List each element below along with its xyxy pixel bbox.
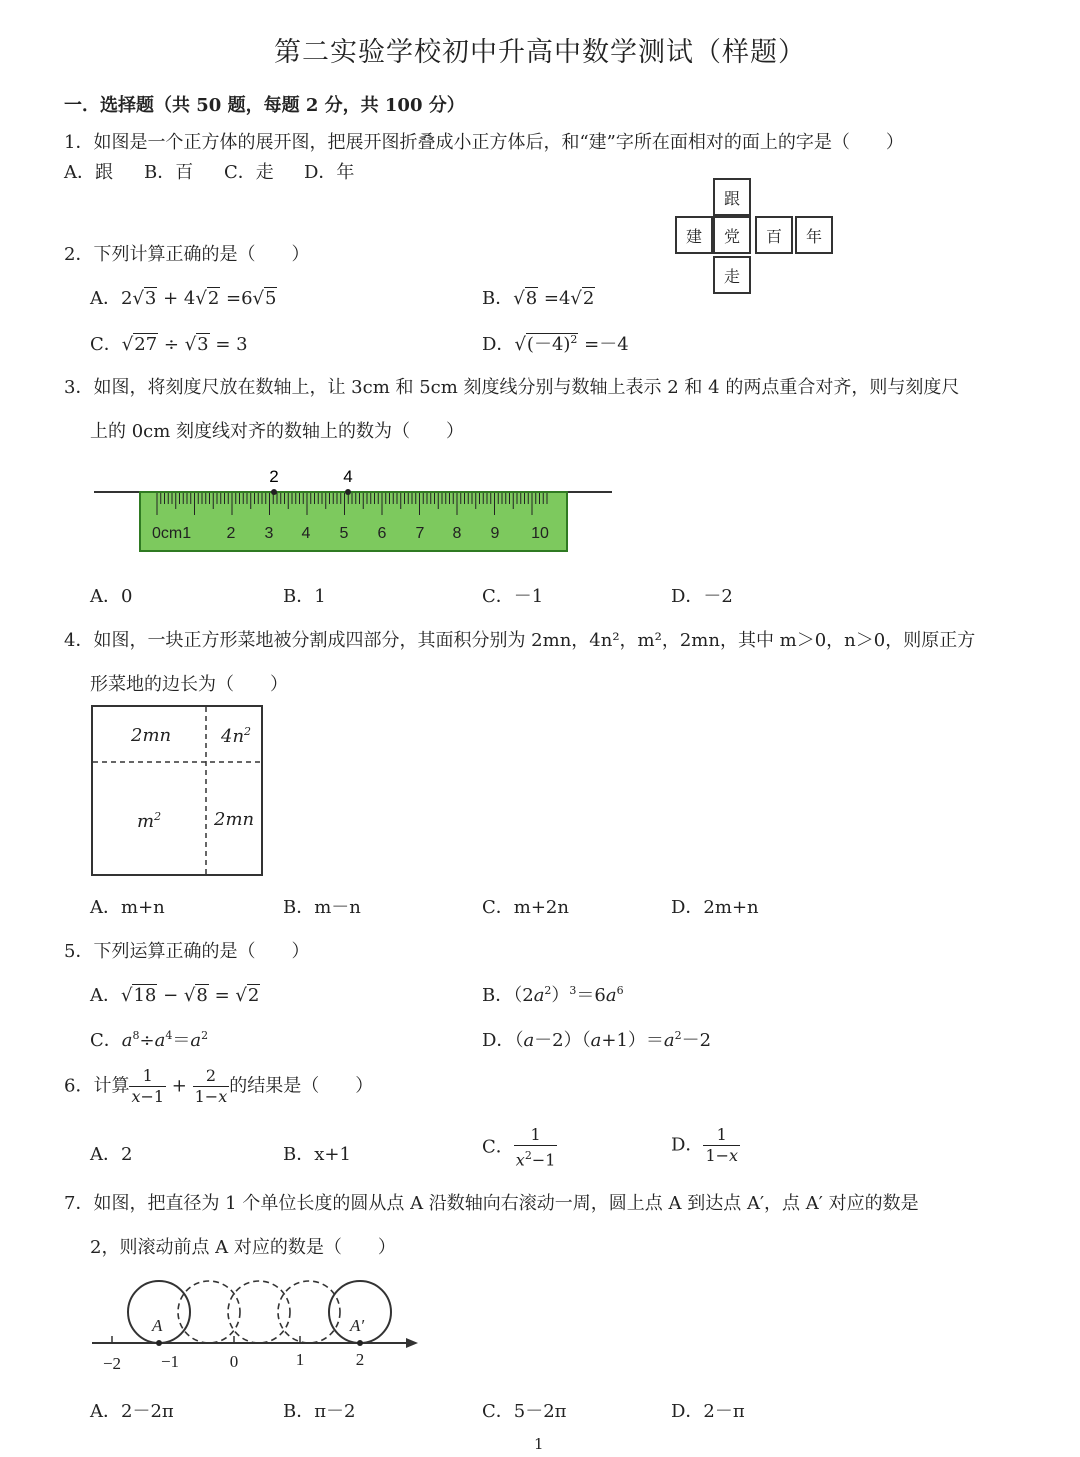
tick-label-1: 1 — [295, 1350, 305, 1369]
axis-label-4: 4 — [343, 467, 353, 486]
axis-point-4 — [345, 489, 351, 495]
q4-stem-line1: 4．如图，一块正方形菜地被分割成四部分，其面积分别为 2mn，4n²，m²，2mn，其中 m＞0，n＞0，则原正方 — [64, 630, 976, 651]
q6-option-c[interactable]: C． $\frac{1}{x^2-1}$ — [482, 1125, 556, 1170]
ruler-label-0: 0cm1 — [152, 525, 192, 542]
net-face-right2: 年 — [795, 216, 833, 254]
page-title: 第二实验学校初中升高中数学测试（样题） — [274, 37, 806, 68]
number-line-arrow — [406, 1338, 418, 1348]
ruler-label-7: 7 — [415, 525, 425, 542]
q4-option-c[interactable]: C．m+2n — [482, 897, 569, 918]
page-number: 1 — [534, 1435, 544, 1453]
q1-option-a[interactable]: A．跟 — [64, 162, 113, 183]
q3-stem-line2: 上的 0cm 刻度线对齐的数轴上的数为（ ） — [90, 421, 465, 442]
q1-option-b[interactable]: B．百 — [144, 162, 194, 183]
q7-option-a[interactable]: A．2－2π — [90, 1401, 174, 1422]
cell-top-left: 2mn — [131, 725, 172, 746]
q3-option-c[interactable]: C．－1 — [482, 586, 544, 607]
tick-label-neg2: −2 — [102, 1354, 122, 1373]
section-heading: 一．选择题（共 50 题，每题 2 分，共 100 分） — [64, 95, 465, 116]
q6-stem: 6．计算 $\frac{1}{x-1}$ + $\frac{2}{1-x}$ 的结果是（ ） — [64, 1066, 374, 1106]
q2-option-a[interactable]: A．2√3 + 4√2 =6√5 — [90, 288, 277, 309]
q5-stem: 5．下列运算正确的是（ ） — [64, 941, 310, 962]
ruler-figure — [90, 462, 620, 558]
q4-option-a[interactable]: A．m+n — [90, 897, 165, 918]
net-face-right1: 百 — [755, 216, 793, 254]
cell-bottom-left: $m^2$ — [137, 810, 162, 832]
q7-option-c[interactable]: C．5－2π — [482, 1401, 567, 1422]
net-face-center: 党 — [713, 216, 751, 254]
tick-label-0: 0 — [229, 1352, 239, 1371]
q4-option-d[interactable]: D．2m+n — [671, 897, 759, 918]
label-a: A — [152, 1316, 163, 1335]
point-a — [156, 1340, 162, 1346]
q3-option-d[interactable]: D．－2 — [671, 586, 733, 607]
q6-option-b[interactable]: B．x+1 — [283, 1144, 351, 1165]
q2-option-d[interactable]: D．$√(-4)^2 =-4$ — [482, 333, 629, 355]
circle-rolling-1 — [178, 1281, 240, 1343]
q7-stem-line1: 7．如图，把直径为 1 个单位长度的圆从点 A 沿数轴向右滚动一周，圆上点 A 到达点 A′，点 A′ 对应的数是 — [64, 1193, 919, 1214]
circle-rolling-2 — [228, 1281, 290, 1343]
ruler-label-2: 2 — [226, 525, 236, 542]
q5-option-d[interactable]: D．$(a-2)(a+1)=a^2-2$ — [482, 1029, 712, 1051]
q2-stem: 2．下列计算正确的是（ ） — [64, 244, 310, 265]
net-face-left: 建 — [675, 216, 713, 254]
cell-top-right: $4n^2$ — [221, 725, 252, 747]
rolling-circle-figure — [88, 1272, 428, 1376]
net-face-top: 跟 — [713, 178, 751, 216]
ruler-label-4: 4 — [301, 525, 311, 542]
tick-label-2: 2 — [355, 1350, 365, 1369]
q5-option-a[interactable]: A．√18 − √8 = √2 — [90, 985, 260, 1006]
ruler-label-10: 10 — [531, 525, 549, 542]
q3-stem-line1: 3．如图，将刻度尺放在数轴上，让 3cm 和 5cm 刻度线分别与数轴上表示 2 和 4 的两点重合对齐，则与刻度尺 — [64, 377, 960, 398]
ruler-label-3: 3 — [264, 525, 274, 542]
q7-stem-line2: 2，则滚动前点 A 对应的数是（ ） — [90, 1237, 396, 1258]
q3-option-b[interactable]: B．1 — [283, 586, 326, 607]
ruler-label-9: 9 — [490, 525, 500, 542]
q6-option-a[interactable]: A．2 — [90, 1144, 133, 1165]
tick-label-neg1: −1 — [160, 1352, 180, 1371]
q5-option-b[interactable]: B．$(2a^2)^3=6a^6$ — [482, 984, 624, 1006]
q4-option-b[interactable]: B．m－n — [283, 897, 361, 918]
cell-bottom-right: 2mn — [214, 809, 255, 830]
ruler-label-6: 6 — [377, 525, 387, 542]
q1-option-c[interactable]: C．走 — [224, 162, 274, 183]
garden-square-figure — [91, 705, 263, 876]
q1-option-d[interactable]: D．年 — [304, 162, 355, 183]
ruler-label-5: 5 — [339, 525, 349, 542]
q5-option-c[interactable]: C．$a^8\div a^4=a^2$ — [90, 1029, 209, 1051]
point-a-prime — [357, 1340, 363, 1346]
ruler-label-8: 8 — [452, 525, 462, 542]
ruler-body — [140, 492, 567, 551]
circle-rolling-3 — [278, 1281, 340, 1343]
axis-label-2: 2 — [269, 467, 279, 486]
q4-stem-line2: 形菜地的边长为（ ） — [90, 674, 288, 695]
q3-option-a[interactable]: A．0 — [90, 586, 133, 607]
axis-point-2 — [271, 489, 277, 495]
q7-option-d[interactable]: D．2－π — [671, 1401, 745, 1422]
q7-option-b[interactable]: B．π－2 — [283, 1401, 356, 1422]
label-a-prime: A′ — [350, 1316, 365, 1335]
net-face-bottom: 走 — [713, 256, 751, 294]
q1-stem: 1．如图是一个正方体的展开图，把展开图折叠成小正方体后，和“建”字所在面相对的面上的字是（ ） — [64, 132, 904, 153]
q2-option-b[interactable]: B．√8 =4√2 — [482, 288, 595, 309]
q6-option-d[interactable]: D． $\frac{1}{1-x}$ — [671, 1125, 739, 1165]
q2-option-c[interactable]: C．√27 ÷ √3 = 3 — [90, 334, 248, 355]
